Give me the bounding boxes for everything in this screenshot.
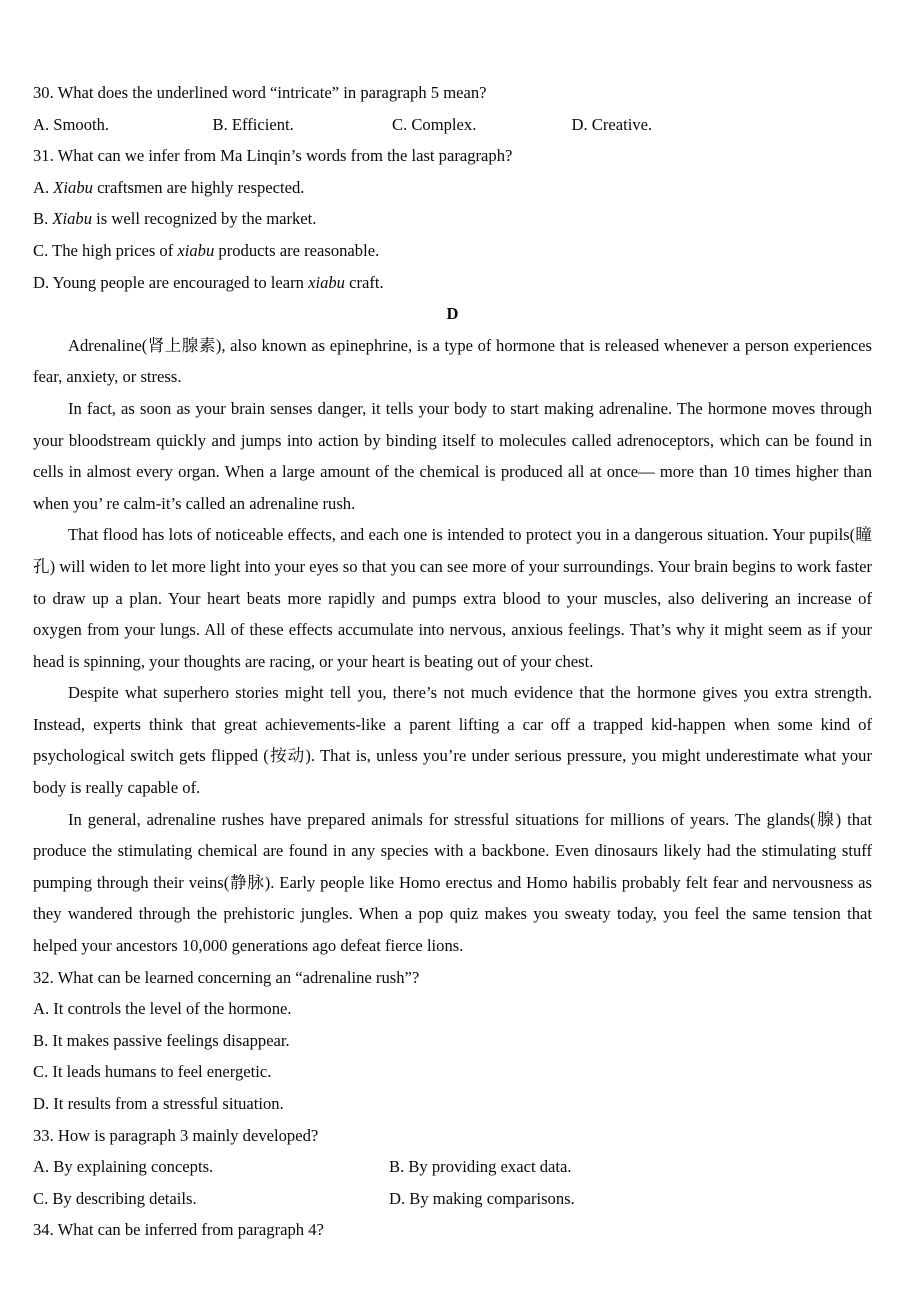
option-rest: is well recognized by the market. bbox=[92, 209, 317, 229]
passage-paragraph-3: That flood has lots of noticeable effects, and each one is intended to protect you in a dangerous situation. Your pupils(瞳孔) will widen to let more light into your eyes so that you can see more of your surroundings. Your brain begins to work faster to draw up a plan. Your heart beats more rapidly and pumps extra blood to your muscles, also delivering an increase of oxygen from your lungs. All of these effects accumulate into nervous, anxious feelings. That’s why it might seem as if your head is spinning, your thoughts are racing, or your heart is beating out of your chest. bbox=[33, 525, 872, 671]
option-italic-term: Xiabu bbox=[53, 177, 93, 197]
passage-paragraph-4: Despite what superhero stories might tell you, there’s not much evidence that the hormone gives you extra strength. Instead, experts think that great achievements-like a parent lifting a car off a trapped kid-happen when some kind of psychological switch gets flipped (按动). That is, unless you’re under serious pressure, you might underestimate what your body is really capable of. bbox=[33, 683, 872, 798]
question-32-option-c: C. It leads humans to feel energetic. bbox=[33, 1062, 272, 1082]
question-30-option-c: C. Complex. bbox=[392, 114, 477, 134]
question-33-option-d: D. By making comparisons. bbox=[389, 1188, 575, 1208]
passage-paragraph-5: In general, adrenaline rushes have prepared animals for stressful situations for millions of years. The glands(腺) that produce the stimulating chemical are found in any species with a backbone. Even dinosaurs likely had the stimulating stuff pumping through their veins(静脉). Early people like Homo erectus and Homo habilis probably felt fear and nervousness as they wandered through the prehistoric jungles. When a pop quiz makes you sweaty today, you feel the same tension that helped your ancestors 10,000 generations ago defeat fierce lions. bbox=[33, 809, 872, 956]
question-32-option-d: D. It results from a stressful situation. bbox=[33, 1094, 284, 1113]
question-32-option-b: B. It makes passive feelings disappear. bbox=[33, 1030, 290, 1050]
question-30-stem: 30. What does the underlined word “intricate” in paragraph 5 mean? bbox=[33, 83, 487, 102]
question-30-option-d: D. Creative. bbox=[571, 114, 653, 134]
option-italic-term: xiabu bbox=[177, 240, 215, 260]
option-rest: craftsmen are highly respected. bbox=[92, 177, 305, 197]
option-rest: products are reasonable. bbox=[214, 240, 380, 260]
question-31-option-c bbox=[33, 235, 872, 267]
question-33-option-a: A. By explaining concepts. bbox=[33, 1157, 214, 1177]
question-32-stem: 32. What can be learned concerning an “adrenaline rush”? bbox=[33, 967, 420, 987]
question-33-options-row-2 bbox=[33, 1183, 872, 1215]
option-italic-term: xiabu bbox=[308, 272, 345, 292]
option-prefix: C. The high prices of bbox=[33, 240, 178, 260]
question-30-option-a: A. Smooth. bbox=[33, 114, 110, 134]
option-prefix: B. bbox=[33, 209, 53, 229]
option-rest: craft. bbox=[344, 272, 384, 292]
passage-paragraph-1: Adrenaline(肾上腺素), also known as epinephrine, is a type of hormone that is released whenever a person experiences fear, anxiety, or stress. bbox=[33, 335, 872, 387]
question-33-option-c: C. By describing details. bbox=[33, 1188, 197, 1208]
question-34-stem: 34. What can be inferred from paragraph 4? bbox=[33, 1220, 324, 1240]
question-32-option-a: A. It controls the level of the hormone. bbox=[33, 999, 292, 1019]
question-33-stem: 33. How is paragraph 3 mainly developed? bbox=[33, 1125, 319, 1145]
question-33-options-row-1 bbox=[33, 1151, 872, 1183]
question-31-stem: 31. What can we infer from Ma Linqin’s words from the last paragraph? bbox=[33, 146, 513, 166]
section-label: D bbox=[446, 304, 459, 324]
question-30-option-b: B. Efficient. bbox=[212, 114, 294, 134]
question-30-options bbox=[33, 109, 872, 141]
question-31-option-a bbox=[33, 172, 872, 204]
question-31-option-b bbox=[33, 203, 872, 235]
option-italic-term: Xiabu bbox=[52, 209, 93, 229]
question-33-option-b: B. By providing exact data. bbox=[389, 1157, 572, 1177]
question-31-option-d bbox=[33, 267, 872, 299]
option-prefix: D. Young people are encouraged to learn bbox=[33, 272, 309, 292]
option-prefix: A. bbox=[33, 177, 54, 197]
passage-paragraph-2: In fact, as soon as your brain senses danger, it tells your body to start making adrenaline. The hormone moves through your bloodstream quickly and jumps into action by binding itself to molecules called adrenoceptors, which can be found in cells in almost every organ. When a large amount of the chemical is produced all at once— more than 10 times higher than when you’ re calm-it’s called an adrenaline rush. bbox=[33, 398, 872, 513]
